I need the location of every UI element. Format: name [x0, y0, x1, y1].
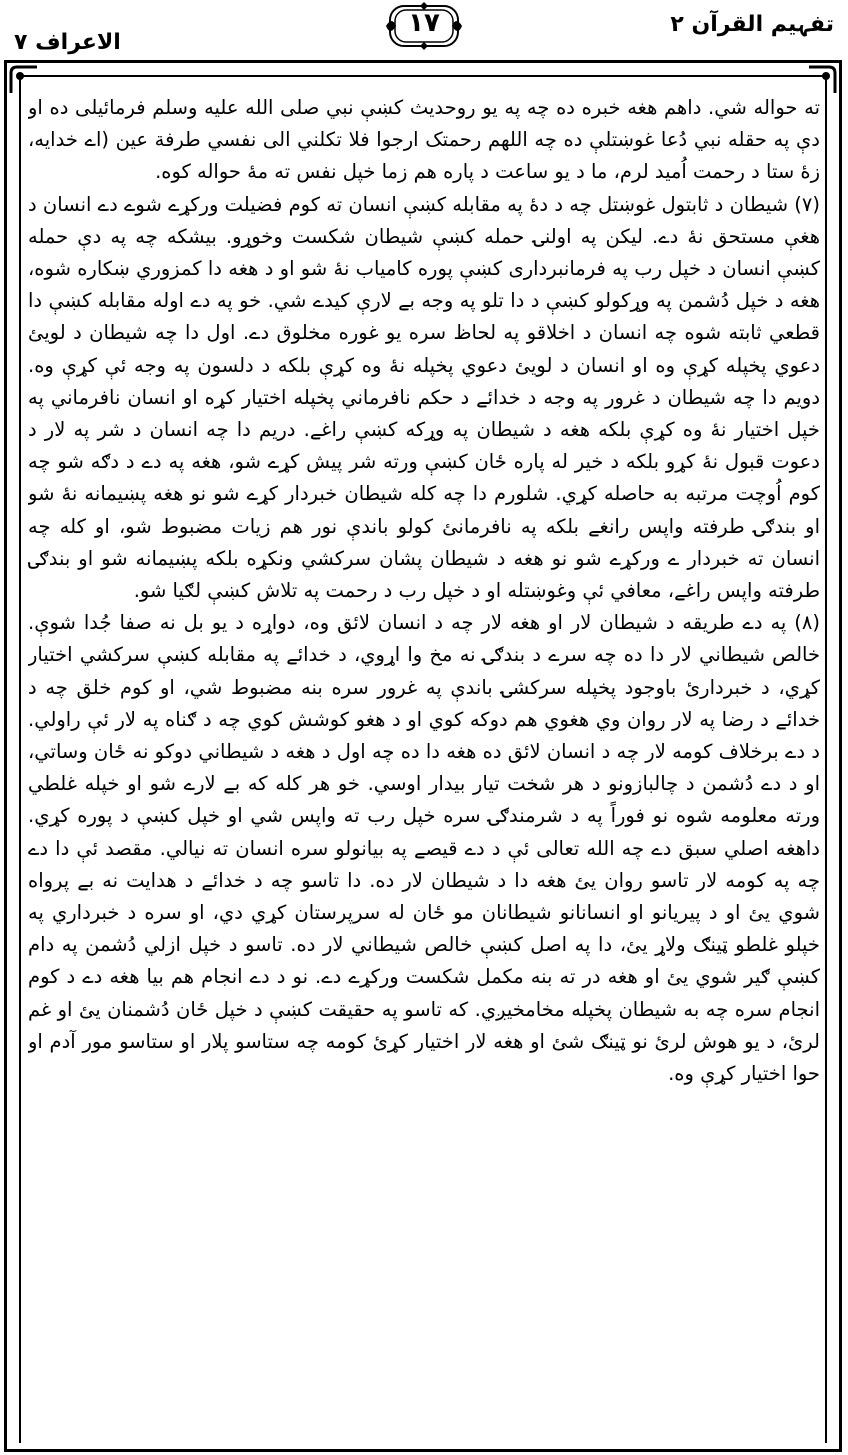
- page-header: [0, 0, 848, 62]
- surah-title: الاعراف ۷: [14, 30, 121, 55]
- page-body: [28, 92, 820, 1442]
- paragraph-8: (۸) په دے طریقه د شیطان لار او هغه لار چه د انسان لائق وه، دواړه د یو بل نه صفا جُدا شوې. خالص شیطاني لار دا ده چه سرے د بندګۍ نه مخ وا اړوي، د خدائے په مقابله کښې سرکشي اختیار کړي، د خبردارئ باوجود پخپله سرکشۍ باندې په غرور سره بنه مضبوط شي، او کوم خلق چه د خدائے د رضا په لار روان وي هغوي هم دوکه کوي او د هغو کوشش کوي چه د ګناه په لار ئې راولي. د دے برخلاف کومه لار چه د انسان لائق ده هغه دا ده چه اول د هغه د شیطاني دوکو نه ځان وساتي، او د دے دُشمن د چالبازونو د هر شخت تیار بیدار اوسي. خو هر کله که بے لارے شو او خپله غلطي ورته معلومه شوه نو فوراً په د شرمندګۍ سره خپل رب ته واپس شي او خپل کښې د پوره کړي. داهغه اصلي سبق دے چه الله تعالی ئې د دے قیصے په بیانولو سره انسان ته نیالي. مقصد ئې دا دے چه په کومه لار تاسو روان یئ هغه دا د شیطان لار ده. دا تاسو چه د خدائے د هدایت نه بے پرواه شوي یئ او د پیریانو او انسانانو شیطانان مو ځان له سرپرستان کړي دي، او سره د خبرداري په خپلو غلطو ټینګ ولاړ یئ، دا په اصل کښې خالص شیطاني لار ده. تاسو د خپل ازلي دُشمن په دام کښې ګیر شوي یئ او هغه در ته بنه مکمل شکست ورکړے دے. نو د دے انجام هم بیا هغه دے د کوم انجام سره چه به شیطان پخپله مخامخیږي. که تاسو په حقیقت کښې د خپل ځان دُشمنان یئ او غم لرئ، د یو هوش لرئ نو ټینګ شئ او هغه لار اختیار کړئ کومه چه ستاسو پلار او ستاسو مور آدم او حوا اختیار کړې وه.: [28, 611, 820, 1086]
- paragraph-intro: ته حواله شي. داهم هغه خبره ده چه په یو روحدیث کښې نبي صلی الله علیه وسلم فرمائیلی ده او دې په حقله نبي دُعا غوښتلې ده چه اللهم رحمتک ارجوا فلا تکلني الی نفسي طرفة عین (اے خدایه، زۀ ستا د رحمت اُمید لرم، ما د یو ساعت د پاره هم زما خپل نفس ته مۀ حواله کوه.: [28, 96, 820, 184]
- corner-ornament-icon: [9, 65, 39, 95]
- page-number-ornament: [384, 2, 464, 50]
- book-title: تفہیم القرآن ۲: [670, 12, 834, 37]
- corner-ornament-icon: [807, 65, 837, 95]
- page-number: ۱۷: [408, 8, 440, 38]
- paragraph-7: (۷) شیطان د ثابتول غوښتل چه د دۀ په مقابله کښې انسان ته کوم فضیلت ورکړے شوے دے انسان د هغې مستحق نۀ دے. لیکن په اولنۍ حمله کښې شیطان شکست وخوړو. بیشکه چه په دې حمله کښې انسان د خپل رب په فرمانبرداری کښې پوره کامیاب نۀ شو او د هغه دا کمزوري ښکاره شوه، هغه د خپل دُشمن په وړکولو کښې د دا تلو په وجه بے لارې کیدے شي. خو په دے اوله مقابله کښې دا قطعي ثابته شوه چه انسان د اخلاقو په لحاظ سره یو غوره مخلوق دے. اول دا چه شیطان د لویئ دعوي پخپله کړې وه او انسان د لویئ دعوي پخپله نۀ وه کړې بلکه د دلسون په وجه ئې کړې وه. دویم دا چه شیطان د غرور په وجه د خدائے د حکم نافرماني پخپله اختیار کړه او انسان نافرماني په خپل اختیار نۀ وه کړې بلکه هغه د شیطان په وړکه کښې راغے. دریم دا چه انسان د شر په لار د دعوت قبول نۀ کړو بلکه د خیر له پاره ځان کښې ورته شر پیش کړے شو، هغه په دے د دګه شو چه کوم اُوچت مرتبه به حاصله کړي. شلورم دا چه کله شیطان خبردار کړے شو نو هغه پښیمانه نۀ شو او بندګۍ طرفته واپس رانغے بلکه په نافرمانئ کولو باندې نور هم زیات مضبوط شو، او کله چه انسان ته خبردار ے ورکړے شو نو هغه د شیطان پشان سرکشي ونکړه بلکه پښیمانه شو او بندګۍ طرفته واپس راغے، معافي ئې وغوښتله او د خپل رب د رحمت په تلاش کښې لګیا شو.: [28, 192, 820, 603]
